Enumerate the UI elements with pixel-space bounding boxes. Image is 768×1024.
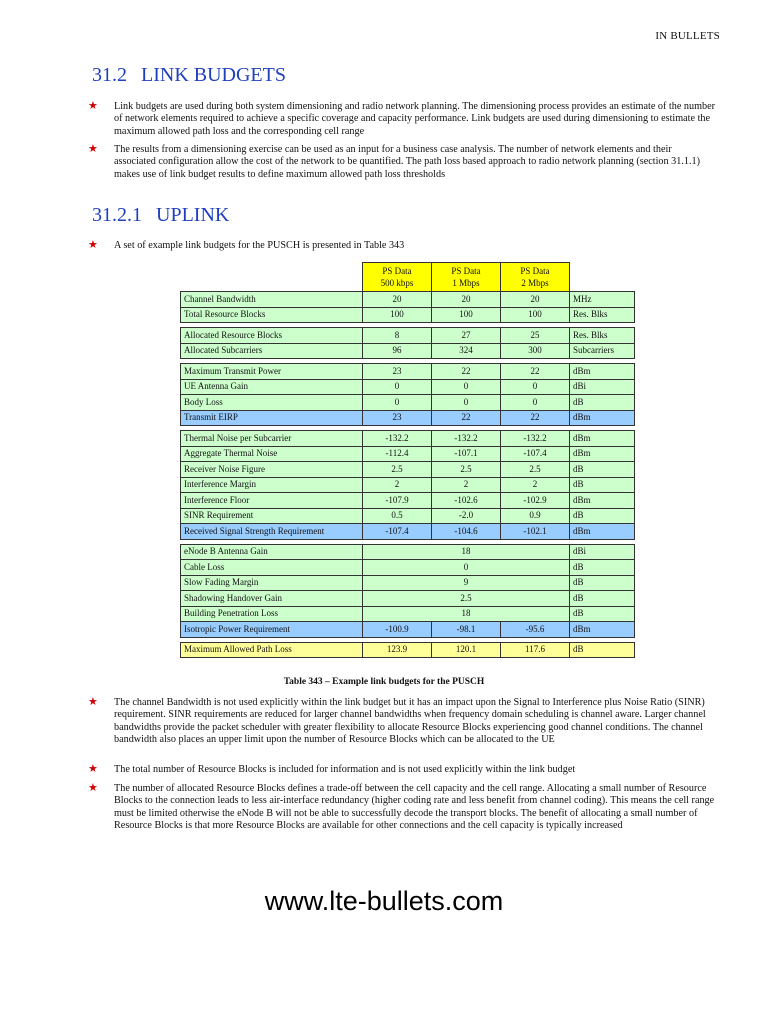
bullet-text: The channel Bandwidth is not used explicitly within the link budget but it has an impact upon the Signal to Interference plus Noise Ratio (SINR) requirement. SINR requirements are reduced for larger channel bandwidths when frequency domain scheduling is channel aware. Larger channel bandwidths provide the packet scheduler with greater flexibility to allocate Resource Blocks experiencing good channel conditions. The channel bandwidth also places an upper limit upon the number of Resource Blocks which can be allocated to the UE	[114, 697, 706, 746]
row-label: eNode B Antenna Gain	[181, 544, 363, 560]
row-unit: dB	[570, 560, 635, 576]
bullet-star-icon: ★	[88, 763, 98, 775]
row-value: 0	[363, 395, 432, 411]
row-value: 2.5	[501, 462, 570, 478]
bullet-star-icon: ★	[88, 696, 98, 708]
bullet-star-icon: ★	[88, 143, 98, 155]
footer-url: www.lte-bullets.com	[264, 886, 504, 916]
row-value: -132.2	[432, 431, 501, 447]
bullet-text: The results from a dimensioning exercise can be used as an input for a business case analysis. The number of network elements and their associated configuration allow the cost of the network to be quantified. The path loss based approach to radio network planning (section 31.1.1) makes use of link budget results to define maximum allowed path loss thresholds	[114, 144, 700, 180]
column-header	[432, 263, 501, 292]
table-row	[181, 410, 635, 426]
table-row	[181, 364, 635, 380]
row-value: 22	[432, 364, 501, 380]
row-value: 117.6	[501, 642, 570, 658]
row-value: -2.0	[432, 508, 501, 524]
header-unit-blank-cell	[570, 263, 635, 292]
row-label: Building Penetration Loss	[181, 606, 363, 622]
table-row	[181, 606, 635, 622]
row-label: Slow Fading Margin	[181, 575, 363, 591]
row-value: 2	[432, 477, 501, 493]
row-unit: dB	[570, 395, 635, 411]
row-unit: dBm	[570, 410, 635, 426]
column-header-line: PS Data	[520, 266, 550, 276]
row-value: 100	[432, 307, 501, 323]
column-header-line: PS Data	[451, 266, 481, 276]
row-value: 20	[363, 292, 432, 308]
row-label: Maximum Transmit Power	[181, 364, 363, 380]
section-number: 31.2	[92, 64, 127, 86]
row-label: Interference Floor	[181, 493, 363, 509]
row-value: 20	[432, 292, 501, 308]
bullet-item	[88, 143, 716, 181]
row-unit: dB	[570, 462, 635, 478]
row-label: Allocated Resource Blocks	[181, 328, 363, 344]
row-value: 2.5	[363, 462, 432, 478]
column-header	[363, 263, 432, 292]
row-value: 123.9	[363, 642, 432, 658]
table-row	[181, 642, 635, 658]
row-label: Shadowing Handover Gain	[181, 591, 363, 607]
row-value: 23	[363, 364, 432, 380]
row-unit: dBm	[570, 364, 635, 380]
row-value-shared: 18	[363, 544, 570, 560]
bullet-star-icon: ★	[88, 239, 98, 251]
running-header: IN BULLETS	[655, 30, 720, 42]
table-row	[181, 575, 635, 591]
row-value: -107.9	[363, 493, 432, 509]
row-label: Receiver Noise Figure	[181, 462, 363, 478]
bullet-text: A set of example link budgets for the PUSCH is presented in Table 343	[114, 240, 405, 251]
bullet-item	[88, 100, 716, 138]
table-row	[181, 328, 635, 344]
row-label: Transmit EIRP	[181, 410, 363, 426]
row-value: 22	[501, 364, 570, 380]
row-value: 2	[501, 477, 570, 493]
table-row	[181, 462, 635, 478]
table-row	[181, 622, 635, 638]
table-header-row	[181, 263, 635, 292]
row-value: 100	[501, 307, 570, 323]
bullet-item	[88, 763, 716, 776]
row-unit: Res. Blks	[570, 328, 635, 344]
row-unit: dB	[570, 508, 635, 524]
row-value: -98.1	[432, 622, 501, 638]
row-value: 0	[501, 379, 570, 395]
row-unit: dB	[570, 477, 635, 493]
column-header	[501, 263, 570, 292]
row-value: 0.9	[501, 508, 570, 524]
row-value: 2.5	[432, 462, 501, 478]
row-label: Cable Loss	[181, 560, 363, 576]
row-unit: dB	[570, 591, 635, 607]
bullet-item	[88, 696, 716, 747]
row-unit: Res. Blks	[570, 307, 635, 323]
table-row	[181, 395, 635, 411]
row-unit: dBm	[570, 622, 635, 638]
table-row	[181, 560, 635, 576]
row-value: 0	[363, 379, 432, 395]
column-header-line: 500 kbps	[380, 278, 414, 288]
row-unit: Subcarriers	[570, 343, 635, 359]
row-label: Maximum Allowed Path Loss	[181, 642, 363, 658]
bullet-star-icon: ★	[88, 100, 98, 112]
section-title: LINK BUDGETS	[141, 64, 286, 86]
row-value: -107.4	[363, 524, 432, 540]
column-header-line: 1 Mbps	[452, 278, 480, 288]
row-value: -102.6	[432, 493, 501, 509]
bullet-text: The total number of Resource Blocks is included for information and is not used explicitly within the link budget	[114, 764, 576, 775]
row-value: 2	[363, 477, 432, 493]
row-value: 324	[432, 343, 501, 359]
table-row	[181, 544, 635, 560]
section-heading-uplink	[92, 204, 229, 227]
row-unit: dB	[570, 575, 635, 591]
table-row	[181, 431, 635, 447]
row-value: 100	[363, 307, 432, 323]
row-value: 20	[501, 292, 570, 308]
row-label: Thermal Noise per Subcarrier	[181, 431, 363, 447]
link-budget-table	[180, 262, 635, 658]
row-value: 22	[501, 410, 570, 426]
row-unit: dB	[570, 606, 635, 622]
row-unit: dBm	[570, 493, 635, 509]
row-unit: dBi	[570, 544, 635, 560]
row-unit: dBm	[570, 446, 635, 462]
table-row	[181, 493, 635, 509]
section-title: UPLINK	[156, 204, 230, 226]
table-row	[181, 307, 635, 323]
row-value: -132.2	[501, 431, 570, 447]
row-value: -107.1	[432, 446, 501, 462]
row-value: -102.1	[501, 524, 570, 540]
row-label: SINR Requirement	[181, 508, 363, 524]
table-row	[181, 446, 635, 462]
section-heading-link-budgets	[92, 64, 286, 87]
row-label: Aggregate Thermal Noise	[181, 446, 363, 462]
row-value: -95.6	[501, 622, 570, 638]
table-row	[181, 477, 635, 493]
row-value: -102.9	[501, 493, 570, 509]
row-label: Allocated Subcarriers	[181, 343, 363, 359]
row-label: Interference Margin	[181, 477, 363, 493]
row-value-shared: 9	[363, 575, 570, 591]
row-value: 23	[363, 410, 432, 426]
table-row	[181, 292, 635, 308]
bullet-text: Link budgets are used during both system dimensioning and radio network planning. The dimensioning process provides an estimate of the number of network elements required to achieve a specific coverage and capacity performance. Link budgets are used during dimensioning to estimate the maximum allowed path loss and the corresponding cell range	[114, 101, 716, 137]
row-value: 120.1	[432, 642, 501, 658]
row-value: -112.4	[363, 446, 432, 462]
bullet-item	[88, 239, 716, 252]
bullet-item	[88, 782, 716, 833]
header-blank-cell	[181, 263, 363, 292]
row-unit: dBi	[570, 379, 635, 395]
row-label: Channel Bandwidth	[181, 292, 363, 308]
row-value: 0.5	[363, 508, 432, 524]
row-unit: MHz	[570, 292, 635, 308]
row-label: Isotropic Power Requirement	[181, 622, 363, 638]
row-value: -132.2	[363, 431, 432, 447]
row-label: Body Loss	[181, 395, 363, 411]
row-value: -107.4	[501, 446, 570, 462]
row-value: 8	[363, 328, 432, 344]
row-value: 0	[501, 395, 570, 411]
column-header-line: 2 Mbps	[521, 278, 549, 288]
row-unit: dBm	[570, 524, 635, 540]
row-unit: dB	[570, 642, 635, 658]
row-value: 0	[432, 395, 501, 411]
row-value: 25	[501, 328, 570, 344]
row-value-shared: 2.5	[363, 591, 570, 607]
row-unit: dBm	[570, 431, 635, 447]
bullet-star-icon: ★	[88, 782, 98, 794]
table-row	[181, 379, 635, 395]
row-label: Received Signal Strength Requirement	[181, 524, 363, 540]
table-row	[181, 508, 635, 524]
row-value: -104.6	[432, 524, 501, 540]
table-caption: Table 343 – Example link budgets for the PUSCH	[283, 677, 485, 687]
row-label: UE Antenna Gain	[181, 379, 363, 395]
row-label: Total Resource Blocks	[181, 307, 363, 323]
row-value: 0	[432, 379, 501, 395]
row-value: 300	[501, 343, 570, 359]
table-row	[181, 591, 635, 607]
table-row	[181, 524, 635, 540]
row-value: 22	[432, 410, 501, 426]
bullet-text: The number of allocated Resource Blocks defines a trade-off between the cell capacity and the cell range. Allocating a small number of Resource Blocks to the connection leads to less air-interface redundancy (higher coding rate and less benefit from channel coding). This means the cell range must be limited otherwise the eNode B will not be able to successfully decode the transport blocks. The benefit of allocating a small number of Resource Blocks is that more Resource Blocks are available for other connections and the cell capacity is typically increased	[114, 783, 715, 832]
row-value: 96	[363, 343, 432, 359]
section-number: 31.2.1	[92, 204, 142, 226]
row-value: -100.9	[363, 622, 432, 638]
column-header-line: PS Data	[382, 266, 412, 276]
row-value-shared: 18	[363, 606, 570, 622]
row-value: 27	[432, 328, 501, 344]
row-value-shared: 0	[363, 560, 570, 576]
table-row	[181, 343, 635, 359]
